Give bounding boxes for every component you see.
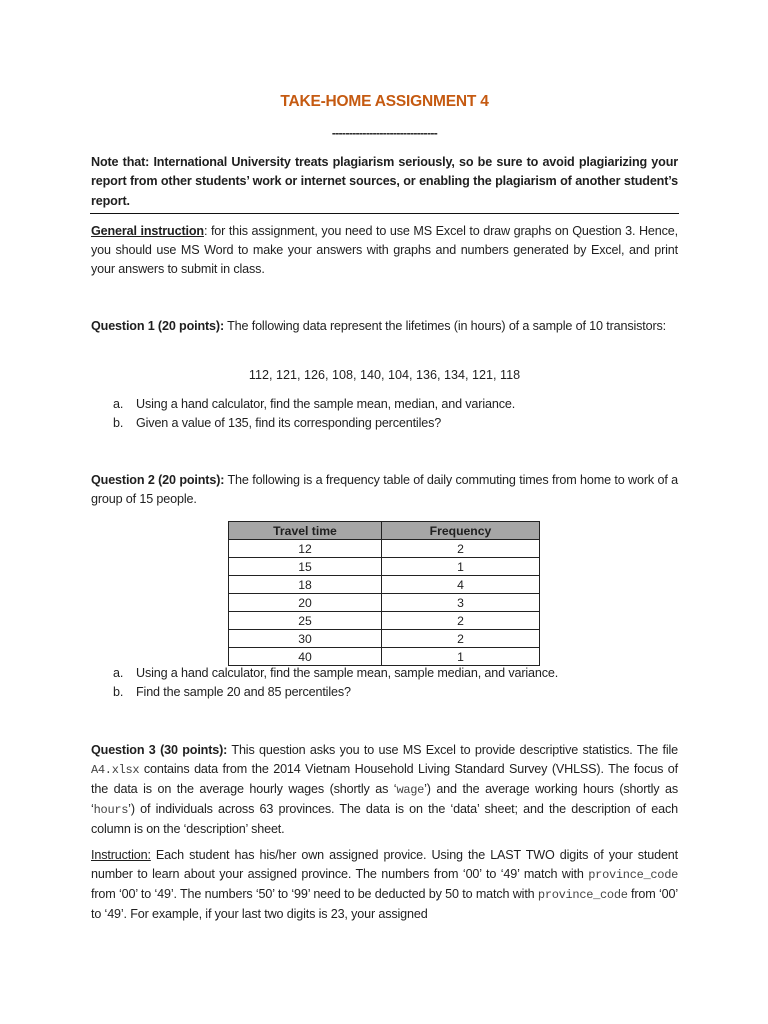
cell-frequency: 1 [382,558,540,576]
table-row [229,594,540,612]
cell-frequency: 2 [382,612,540,630]
title-separator: ------------------------------- [331,126,438,140]
cell-frequency: 2 [382,630,540,648]
list-item [113,395,678,414]
variable-hours: hours [93,803,129,817]
list-item-text: Using a hand calculator, find the sample mean, median, and variance. [136,397,516,411]
table-row [229,648,540,666]
cell-travel-time: 18 [229,576,382,594]
cell-travel-time: 15 [229,558,382,576]
question-3-heading: Question 3 (30 points): [91,743,228,757]
cell-frequency: 1 [382,648,540,666]
question-1-text: The following data represent the lifetimes (in hours) of a sample of 10 transistors: [224,319,667,333]
cell-travel-time: 20 [229,594,382,612]
table-row [229,540,540,558]
question-2 [91,471,678,509]
question-1-list [113,395,678,433]
horizontal-rule [90,213,679,214]
document-title: TAKE-HOME ASSIGNMENT 4 [280,93,489,110]
table-header-row [229,522,540,540]
table-row [229,612,540,630]
cell-frequency: 3 [382,594,540,612]
province-code-variable: province_code [588,868,678,882]
instruction-text: from ‘00’ to ‘49’. The numbers ‘50’ to ‘99’ need to be deducted by 50 to match with [91,887,538,901]
question-3-text: contains data from the 2014 Vietnam Household Living Standard Survey (VHLSS). The focus of the data is on the average hourly wages (shortly as ‘ [91,762,678,796]
question-1 [91,317,678,336]
list-item [113,664,678,683]
question-3-text: This question asks you to use MS Excel to provide descriptive statistics. The file [227,743,678,757]
column-header-travel-time: Travel time [229,522,382,540]
table-row [229,576,540,594]
list-item [113,683,678,702]
general-instruction [91,222,678,279]
cell-travel-time: 30 [229,630,382,648]
variable-wage: wage [396,783,425,797]
general-instruction-text: : for this assignment, you need to use MS Excel to draw graphs on Question 3. Hence, you should use MS Word to make your answers with graphs and numbers generated by Excel, and print your answers to submit in class. [91,224,678,276]
list-marker: a. [113,666,124,680]
question-1-data: 112, 121, 126, 108, 140, 104, 136, 134, 121, 118 [248,368,521,382]
file-name: A4.xlsx [91,763,140,777]
cell-travel-time: 25 [229,612,382,630]
question-2-list [113,664,678,702]
question-3-text: ’) and the average working hours (shortly as ‘ [91,782,678,816]
question-3 [91,741,678,839]
province-code-variable: province_code [537,888,628,902]
table-row [229,630,540,648]
list-marker: b. [113,416,124,430]
cell-travel-time: 12 [229,540,382,558]
list-item-text: Find the sample 20 and 85 percentiles? [136,685,351,699]
cell-frequency: 2 [382,540,540,558]
list-item-text: Using a hand calculator, find the sample mean, sample median, and variance. [136,666,559,680]
list-item [113,414,678,433]
list-item-text: Given a value of 135, find its corresponding percentiles? [136,416,442,430]
column-header-frequency: Frequency [382,522,540,540]
question-1-heading: Question 1 (20 points): [91,319,224,333]
frequency-table [228,521,540,666]
table-row [229,558,540,576]
instruction-paragraph [91,846,678,924]
cell-frequency: 4 [382,576,540,594]
plagiarism-note: Note that: International University treats plagiarism seriously, so be sure to avoid plagiarizing your report from other students’ work or internet sources, or enabling the plagiarism of another student’s report. [91,155,678,208]
list-marker: a. [113,397,124,411]
list-marker: b. [113,685,124,699]
instruction-label: Instruction: [91,848,151,862]
cell-travel-time: 40 [229,648,382,666]
question-2-heading: Question 2 (20 points): [91,473,225,487]
general-instruction-label: General instruction [91,224,204,238]
question-3-text: ’) of individuals across 63 provinces. The data is on the ‘data’ sheet; and the description of each column is on the ‘description’ sheet. [91,802,678,836]
instruction-text: Each student has his/her own assigned provice. Using the LAST TWO digits of your student number to learn about your assigned province. The numbers from ‘00’ to ‘49’ match with [91,848,678,881]
question-2-text: The following is a frequency table of daily commuting times from home to work of a group of 15 people. [91,473,678,506]
instruction-text: from ‘00’ to ‘49’. For example, if your last two digits is 23, your assigned [91,887,678,921]
